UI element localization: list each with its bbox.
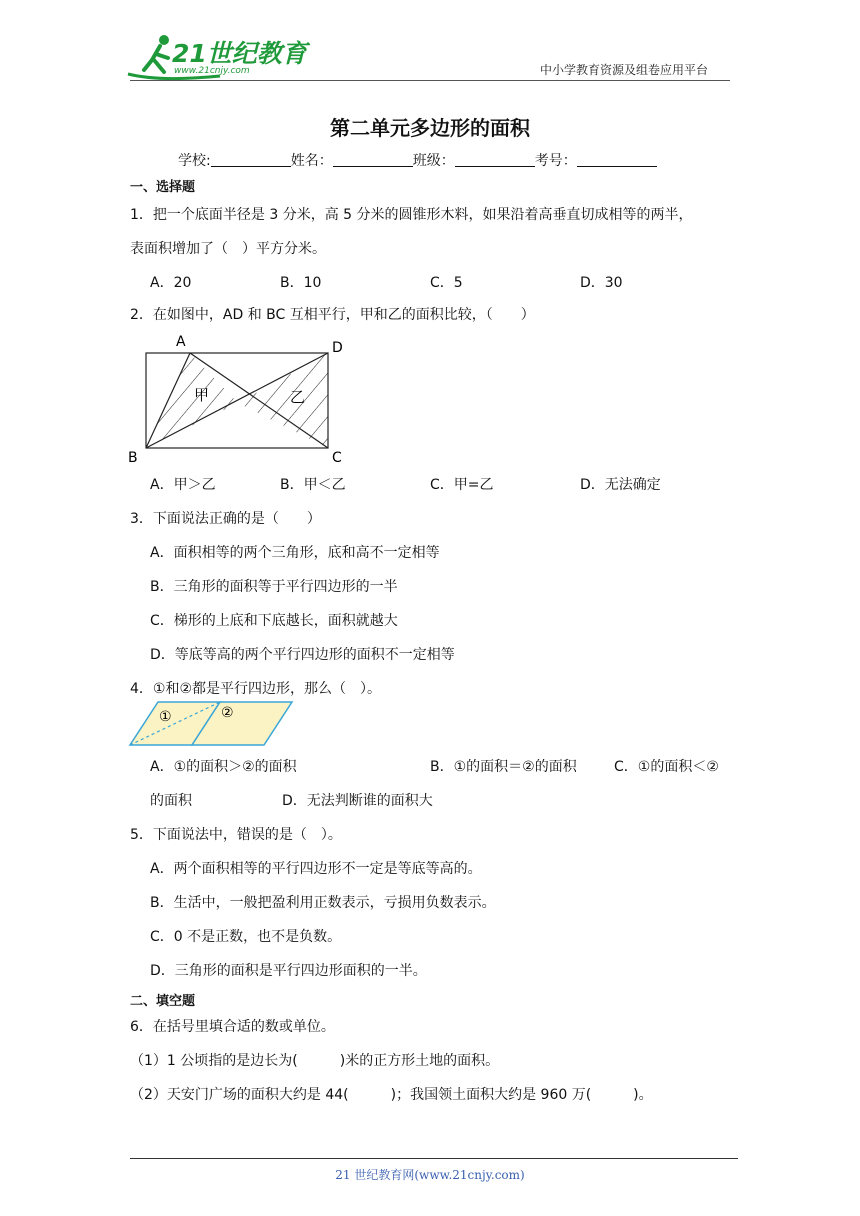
q4-option-b[interactable]: B．①的面积＝②的面积 [430, 759, 577, 775]
class-blank[interactable] [455, 152, 535, 167]
page-title: 第二单元多边形的面积 [330, 116, 530, 140]
q2-label-c: C [332, 450, 342, 466]
student-info-line [178, 150, 657, 170]
class-label: 班级： [412, 153, 455, 169]
exam-label: 考号： [534, 153, 577, 169]
q1-option-c[interactable]: C．5 [430, 275, 463, 291]
q2-label-a: A [176, 334, 186, 350]
q3-option-a[interactable]: A．面积相等的两个三角形，底和高不一定相等 [150, 545, 440, 561]
q5-text: 5．下面说法中，错误的是（ ）。 [130, 827, 342, 843]
q5-option-a[interactable]: A．两个面积相等的平行四边形不一定是等底等高的。 [150, 861, 482, 877]
q2-region-yi [238, 353, 328, 448]
q1-line1: 1．把一个底面半径是 3 分米，高 5 分米的圆锥形木料，如果沿着高垂直切成相等的两半， [130, 207, 693, 223]
q1-option-d[interactable]: D．30 [580, 275, 623, 291]
section-choice: 一、选择题 [130, 180, 196, 195]
section-fill: 二、填空题 [130, 994, 196, 1009]
q5-option-c[interactable]: C．0 不是正数，也不是负数。 [150, 929, 342, 945]
q2-label-d: D [332, 340, 343, 356]
q3-option-c[interactable]: C．梯形的上底和下底越长，面积就越大 [150, 613, 398, 629]
q2-label-yi: 乙 [290, 388, 306, 406]
logo-text: 21世纪教育 [172, 39, 307, 68]
q1-option-b[interactable]: B．10 [280, 275, 322, 291]
school-label: 学校: [178, 153, 211, 169]
name-label: 姓名： [290, 153, 333, 169]
q2-option-c[interactable]: C．甲=乙 [430, 477, 494, 493]
q2-region-jia [146, 353, 238, 448]
q2-option-a[interactable]: A．甲＞乙 [150, 477, 216, 493]
q4-option-a[interactable]: A．①的面积＞②的面积 [150, 759, 297, 775]
q2-option-b[interactable]: B．甲＜乙 [280, 477, 346, 493]
q4-option-c-continued[interactable]: 的面积 [150, 793, 192, 809]
q3-text: 3．下面说法正确的是（ ） [130, 511, 321, 527]
q4-label-two: ② [221, 705, 234, 721]
site-name: 中小学教育资源及组卷应用平台 [540, 63, 709, 77]
q4-text: 4．①和②都是平行四边形，那么（ ）。 [130, 681, 382, 697]
q2-label-jia: 甲 [194, 386, 210, 404]
q2-label-b: B [128, 450, 138, 466]
q4-label-one: ① [159, 709, 172, 725]
footer-divider [130, 1158, 738, 1159]
q3-option-b[interactable]: B．三角形的面积等于平行四边形的一半 [150, 579, 398, 595]
q2-figure [126, 330, 356, 466]
q4-option-d[interactable]: D．无法判断谁的面积大 [282, 793, 433, 809]
q5-option-d[interactable]: D．三角形的面积是平行四边形面积的一半。 [150, 963, 427, 979]
q4-figure [126, 698, 298, 750]
exam-blank[interactable] [577, 152, 657, 167]
q6-sub1: （1）1 公顷指的是边长为( )米的正方形土地的面积。 [130, 1053, 500, 1069]
q2-text: 2．在如图中，AD 和 BC 互相平行，甲和乙的面积比较，（ ） [130, 307, 535, 323]
header-divider [130, 80, 730, 81]
q4-option-c[interactable]: C．①的面积＜② [614, 759, 719, 775]
q6-text: 6．在括号里填合适的数或单位。 [130, 1019, 335, 1035]
q5-option-b[interactable]: B．生活中，一般把盈利用正数表示，亏损用负数表示。 [150, 895, 496, 911]
q2-option-d[interactable]: D．无法确定 [580, 477, 661, 493]
q6-sub2: （2）天安门广场的面积大约是 44( )；我国领土面积大约是 960 万( )。 [130, 1087, 653, 1103]
q1-option-a[interactable]: A．20 [150, 275, 192, 291]
q1-line2: 表面积增加了（ ）平方分米。 [130, 241, 326, 257]
footer-link[interactable]: 21 世纪教育网(www.21cnjy.com) [335, 1168, 525, 1182]
name-blank[interactable] [333, 152, 413, 167]
logo-url: www.21cnjy.com [174, 66, 250, 76]
q3-option-d[interactable]: D．等底等高的两个平行四边形的面积不一定相等 [150, 647, 455, 663]
school-blank[interactable] [211, 152, 291, 167]
